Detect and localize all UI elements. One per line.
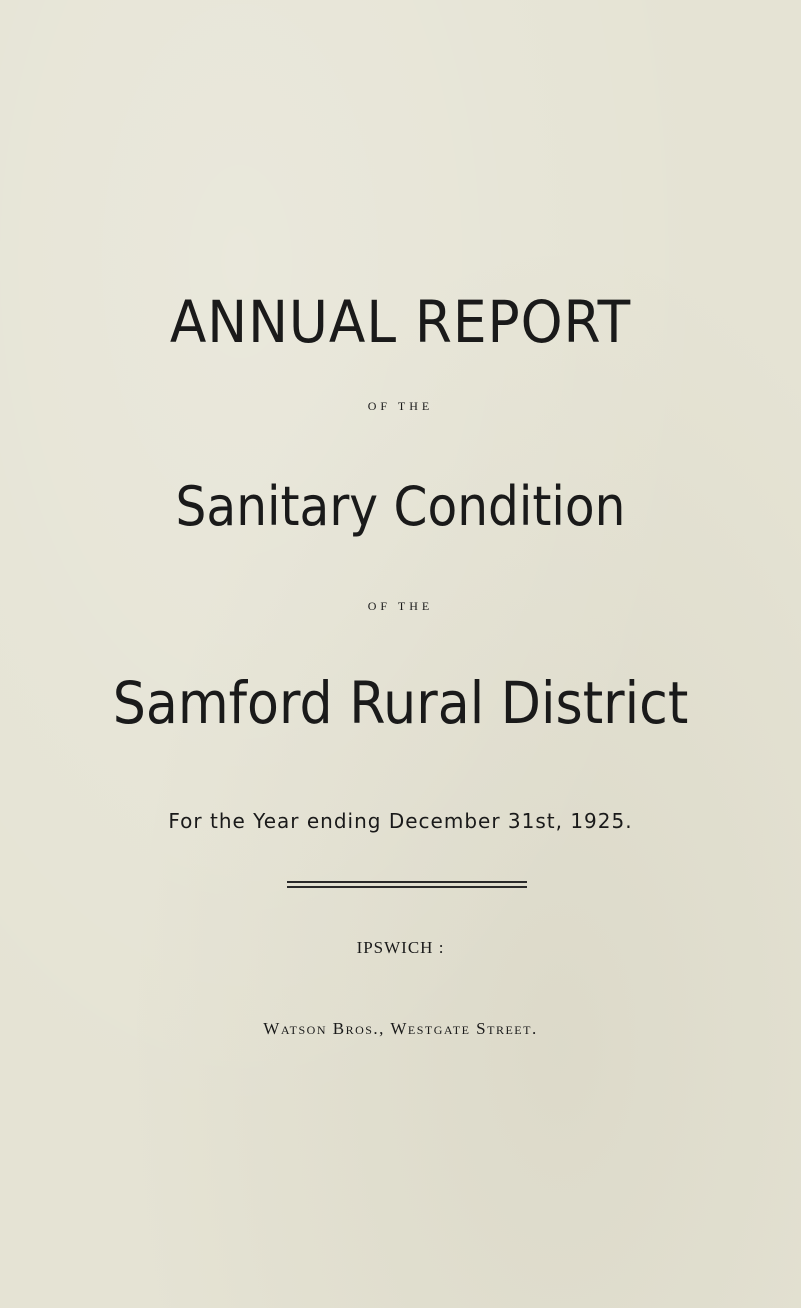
divider-rule-top (287, 881, 527, 883)
divider-rule-bottom (287, 886, 527, 888)
printer-line: Watson Bros., Westgate Street. (263, 1019, 538, 1038)
report-title: ANNUAL REPORT (169, 288, 632, 356)
of-the-line-1: OF THE (367, 399, 434, 413)
district-name: Samford Rural District (112, 669, 689, 737)
report-subtitle: Sanitary Condition (175, 475, 626, 538)
year-line: For the Year ending December 31st, 1925. (168, 809, 633, 833)
of-the-line-2: OF THE (367, 599, 434, 613)
publication-place: IPSWICH : (356, 938, 445, 957)
